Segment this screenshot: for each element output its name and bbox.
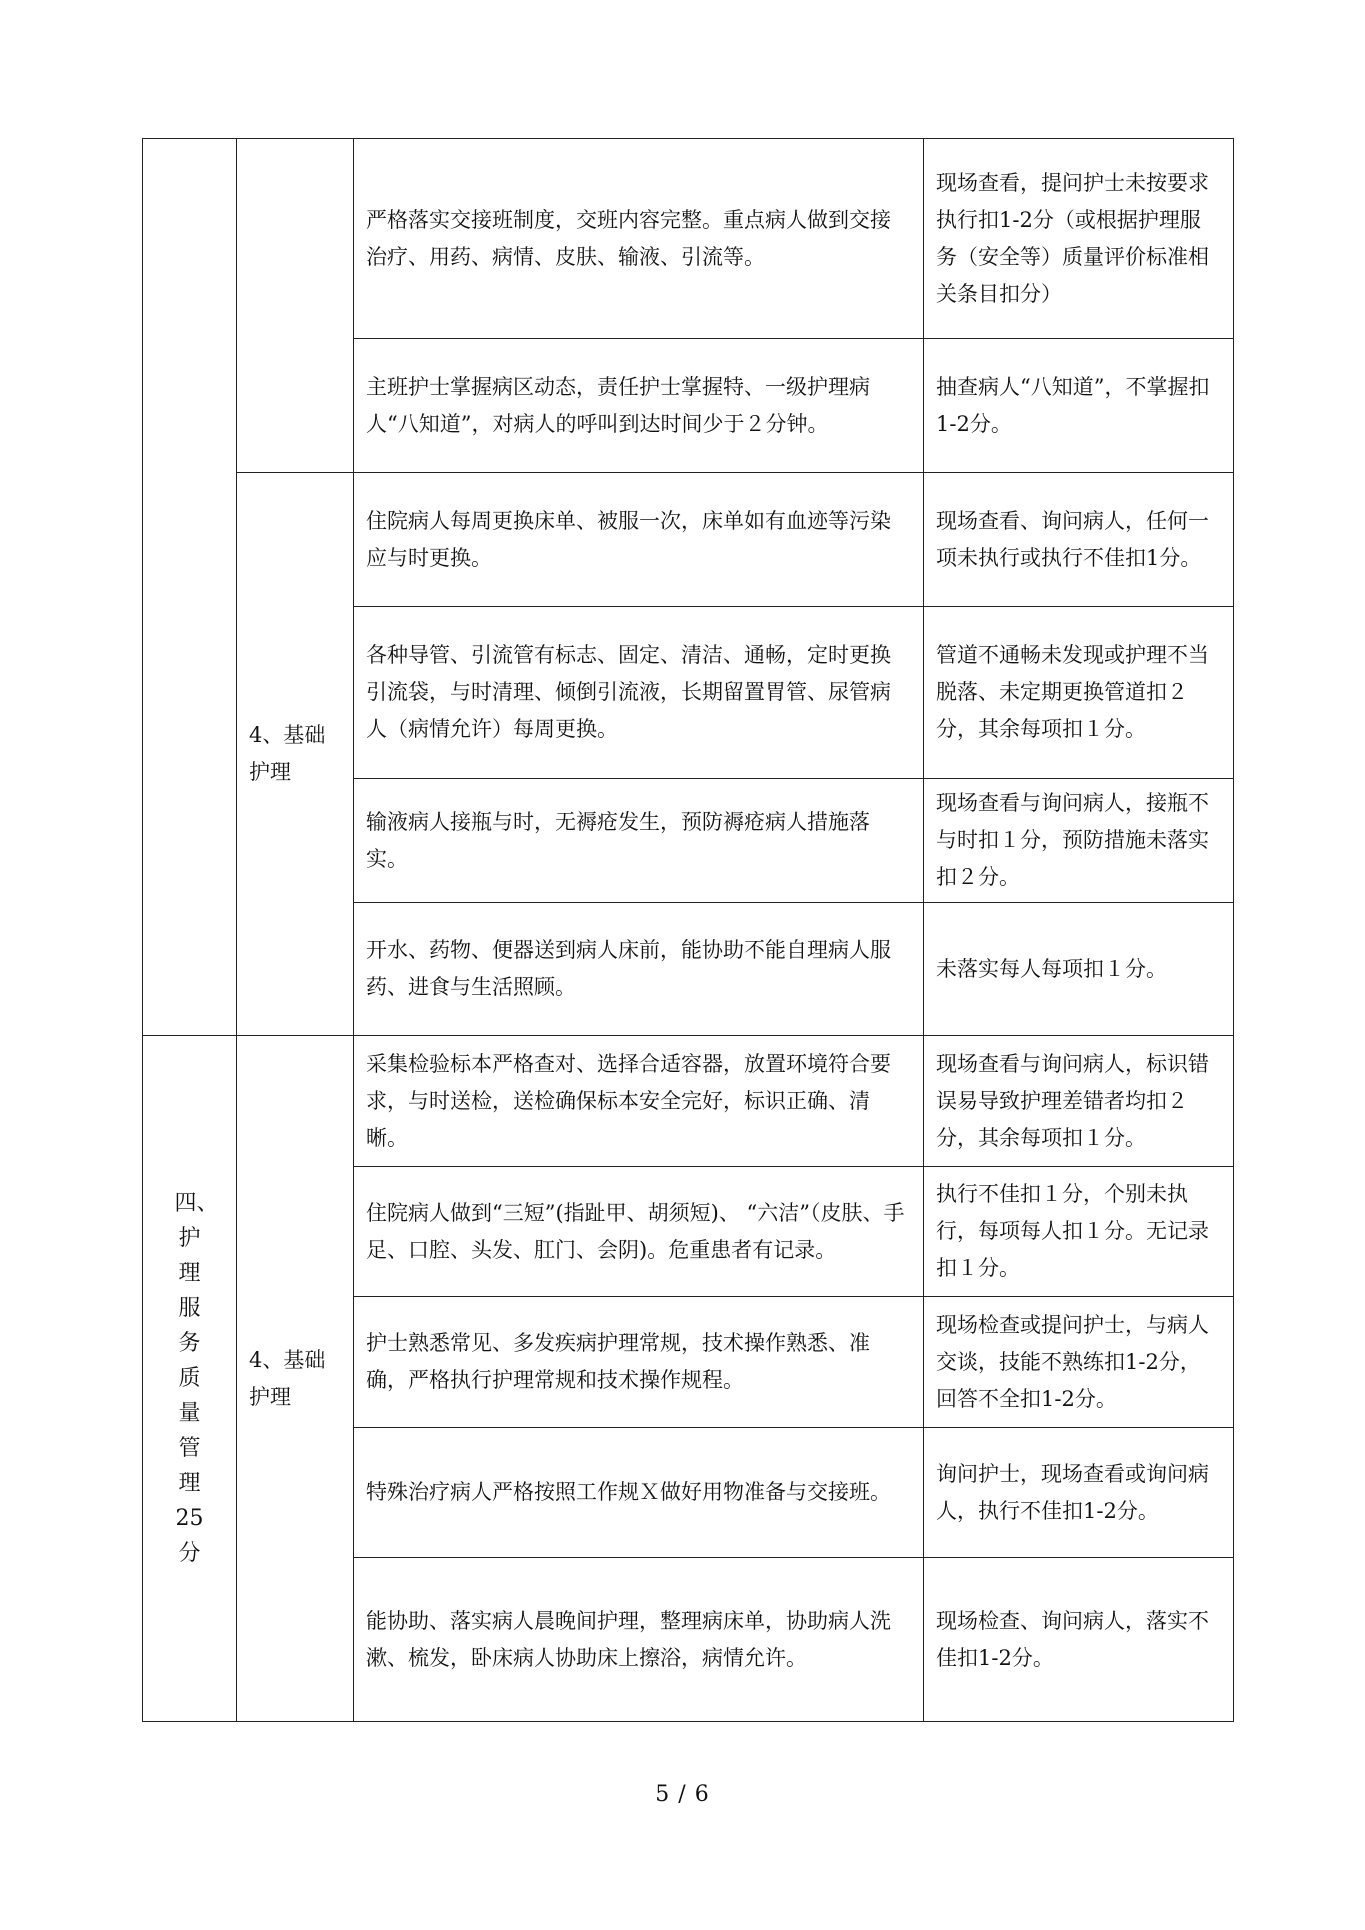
category-cell-empty bbox=[237, 139, 354, 473]
requirement-cell: 能协助、落实病人晨晚间护理，整理病床单，协助病人洗漱、梳发，卧床病人协助床上擦浴，病情允许。 bbox=[354, 1558, 924, 1722]
scoring-cell: 抽查病人“八知道”，不掌握扣1-2分。 bbox=[924, 339, 1234, 473]
requirement-cell: 输液病人接瓶与时，无褥疮发生，预防褥疮病人措施落实。 bbox=[354, 779, 924, 903]
section-cell-nursing-quality bbox=[143, 1036, 237, 1722]
page-number: 5 / 6 bbox=[655, 1782, 710, 1807]
requirement-cell: 住院病人做到“三短”(指趾甲、胡须短)、 “六洁”（皮肤、手足、口腔、头发、肛门、会阴)。危重患者有记录。 bbox=[354, 1167, 924, 1297]
requirement-cell: 主班护士掌握病区动态，责任护士掌握特、一级护理病人“八知道”，对病人的呼叫到达时间少于２分钟。 bbox=[354, 339, 924, 473]
scoring-cell: 现场检查、询问病人，落实不佳扣1-2分。 bbox=[924, 1558, 1234, 1722]
section-cell-empty bbox=[143, 139, 237, 1036]
scoring-cell: 执行不佳扣１分，个别未执行，每项每人扣１分。无记录扣１分。 bbox=[924, 1167, 1234, 1297]
category-cell-basic-care: 4、基础护理 bbox=[237, 473, 354, 1036]
table-row bbox=[143, 473, 1234, 607]
table-row bbox=[143, 139, 1234, 339]
requirement-cell: 住院病人每周更换床单、被服一次，床单如有血迹等污染应与时更换。 bbox=[354, 473, 924, 607]
category-cell-basic-care: 4、基础护理 bbox=[237, 1036, 354, 1722]
nursing-quality-table bbox=[142, 138, 1234, 1722]
scoring-cell: 现场查看与询问病人，标识错误易导致护理差错者均扣２分，其余每项扣１分。 bbox=[924, 1036, 1234, 1167]
scoring-cell: 现场查看、询问病人，任何一项未执行或执行不佳扣1分。 bbox=[924, 473, 1234, 607]
requirement-cell: 开水、药物、便器送到病人床前，能协助不能自理病人服药、进食与生活照顾。 bbox=[354, 903, 924, 1036]
requirement-cell: 各种导管、引流管有标志、固定、清洁、通畅，定时更换引流袋，与时清理、倾倒引流液，长期留置胃管、尿管病人（病情允许）每周更换。 bbox=[354, 607, 924, 779]
requirement-cell: 严格落实交接班制度，交班内容完整。重点病人做到交接治疗、用药、病情、皮肤、输液、引流等。 bbox=[354, 139, 924, 339]
requirement-cell: 采集检验标本严格查对、选择合适容器，放置环境符合要求，与时送检，送检确保标本安全完好，标识正确、清晰。 bbox=[354, 1036, 924, 1167]
scoring-cell: 现场查看，提问护士未按要求执行扣1-2分（或根据护理服务（安全等）质量评价标准相关条目扣分） bbox=[924, 139, 1234, 339]
scoring-cell: 未落实每人每项扣１分。 bbox=[924, 903, 1234, 1036]
scoring-cell: 询问护士，现场查看或询问病人，执行不佳扣1-2分。 bbox=[924, 1428, 1234, 1558]
table-row bbox=[143, 1036, 1234, 1167]
scoring-cell: 管道不通畅未发现或护理不当脱落、未定期更换管道扣２分，其余每项扣１分。 bbox=[924, 607, 1234, 779]
section-title: 四、护理服务质量管理25分 bbox=[174, 1190, 219, 1566]
requirement-cell: 特殊治疗病人严格按照工作规Ｘ做好用物准备与交接班。 bbox=[354, 1428, 924, 1558]
requirement-cell: 护士熟悉常见、多发疾病护理常规，技术操作熟悉、准确，严格执行护理常规和技术操作规程。 bbox=[354, 1297, 924, 1428]
scoring-cell: 现场检查或提问护士，与病人交谈，技能不熟练扣1-2分，回答不全扣1-2分。 bbox=[924, 1297, 1234, 1428]
scoring-cell: 现场查看与询问病人，接瓶不与时扣１分，预防措施未落实扣２分。 bbox=[924, 779, 1234, 903]
